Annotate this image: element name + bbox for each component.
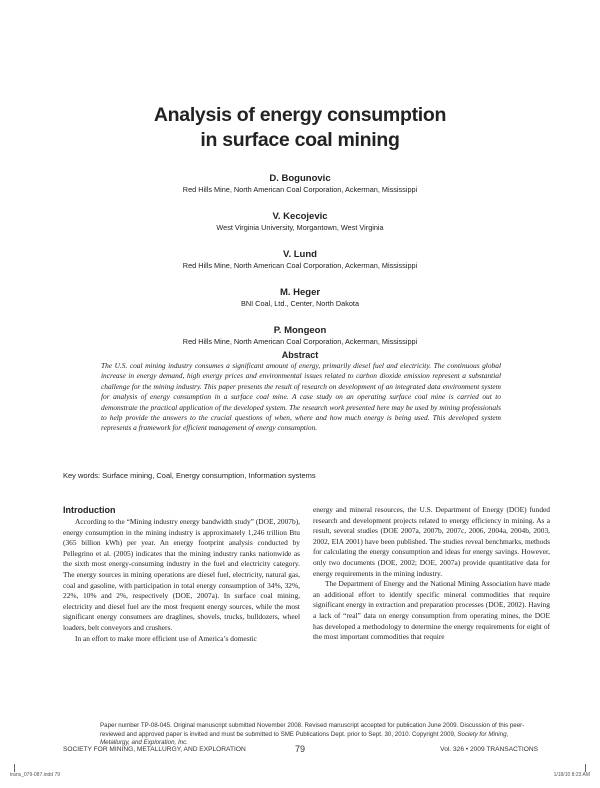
author-name: P. Mongeon [273,325,327,336]
author-block [0,286,600,309]
body-paragraph: energy and mineral resources, the U.S. Department of Energy (DOE) funded research and development projects related to energy efficiency in mining. As a result, several studies (DOE 2007a, 2007b, 2007c, 2006, 2004a, 2004b, 2003, 2002, EIA 2001) have been published. The studies reveal benchmarks, methods for calculating the energy consumption and ideas for energy savings. However, only two documents (DOE, 2002; DOE, 2007a) provide quantitative data for energy requirements in the mining industry. [313,505,550,578]
footnote-journal: Society for Mining, Metallurgy, and Exploration, Inc. [100,730,509,747]
author-affiliation: BNI Coal, Ltd., Center, North Dakota [240,299,360,308]
body-paragraph: In an effort to make more efficient use of America’s domestic [75,633,257,643]
body-paragraph: According to the “Mining industry energy bandwidth study” (DOE, 2007b), energy consumption in the mining industry is approximately 1,246 trillion Btu (365 billion kWh) per year. An energy footprint analysis conducted by Pellegrino et al. (2005) indicates that the mining industry ranks nationwide as the sixth most energy-consuming industry in the fuel and electricity category. The energy sources in mining operations are diesel fuel, electricity, natural gas, coal and gasoline, with participation in total energy consumption of 34%, 32%, 22%, 10% and 2%, respectively (DOE, 2007a). In surface coal mining, electricity and diesel fuel are the most frequent energy sources, while the most significant energy consumers are draglines, shovels, trucks, bulldozers, wheel loaders, belt conveyors and crushers. [63,517,300,632]
title-line-1: Analysis of energy consumption [153,104,447,126]
body-column-right [313,505,550,643]
title-line-2: in surface coal mining [200,129,400,151]
author-block [0,210,600,233]
author-affiliation: West Virginia University, Morgantown, West Virginia [216,223,384,232]
footer-society: SOCIETY FOR MINING, METALLURGY, AND EXPLORATION [63,746,246,753]
author-name: V. Kecojevic [272,211,328,222]
page-number: 79 [294,744,305,754]
print-slug-file: trans_079-087.indd 79 [10,772,61,778]
author-affiliation: Red Hills Mine, North American Coal Corporation, Ackerman, Mississippi [182,261,418,270]
author-affiliation: Red Hills Mine, North American Coal Corporation, Ackerman, Mississippi [182,185,418,194]
author-block [0,248,600,271]
paper-title [0,103,600,153]
author-name: M. Heger [279,287,321,298]
author-name: V. Lund [283,249,317,260]
section-heading-introduction: Introduction [63,505,116,515]
author-block [0,324,600,347]
abstract-text: The U.S. coal mining industry consumes a significant amount of energy, primarily diesel fuel and electricity. The continuous global increase in energy demand, high energy prices and environmental issues related to carbon dioxide emission represent a substantial challenge for the mining industry. This paper presents the result of research on development of an integrated data environment system for analysis of energy consumption in a surface coal mine. A case study on an operating surface coal mine is carried out to demonstrate the practical application of the developed system. The research work presented here may be used by mining professionals to help provide the answers to the crucial questions of when, where and how much energy is being used. This developed system represents a framework for efficient management of energy consumption. [101,361,501,433]
keywords: Key words: Surface mining, Coal, Energy consumption, Information systems [63,471,316,480]
footnote-text: Paper number TP-08-045. Original manuscript submitted November 2008. Revised manuscript accepted for publication June 2009. Discussion of this peer-reviewed and approved paper is invited and must be submitted to SME Publications Dept. prior to Sept. 30, 2010. Copyright 2009, [100,722,525,738]
print-slug-date: 1/18/10 8:23 AM [553,772,590,778]
crop-mark [14,764,15,772]
author-block [0,172,600,195]
abstract-heading: Abstract [281,350,319,360]
crop-mark [585,764,586,772]
author-list [0,172,600,362]
body-paragraph: The Department of Energy and the National Mining Association have made an additional effort to identify specific mineral commodities that require significant energy in extraction and preparation processes (DOE, 2002). Having a lack of “real” data on energy consumption from operating mines, the DOE has developed a methodology to determine the energy requirements for eight of the most important commodities that require [313,579,550,642]
body-column-left [63,504,300,644]
author-affiliation: Red Hills Mine, North American Coal Corporation, Ackerman, Mississippi [182,337,418,346]
author-name: D. Bogunovic [269,173,331,184]
footer-volume: Vol. 326 • 2009 TRANSACTIONS [440,746,538,753]
